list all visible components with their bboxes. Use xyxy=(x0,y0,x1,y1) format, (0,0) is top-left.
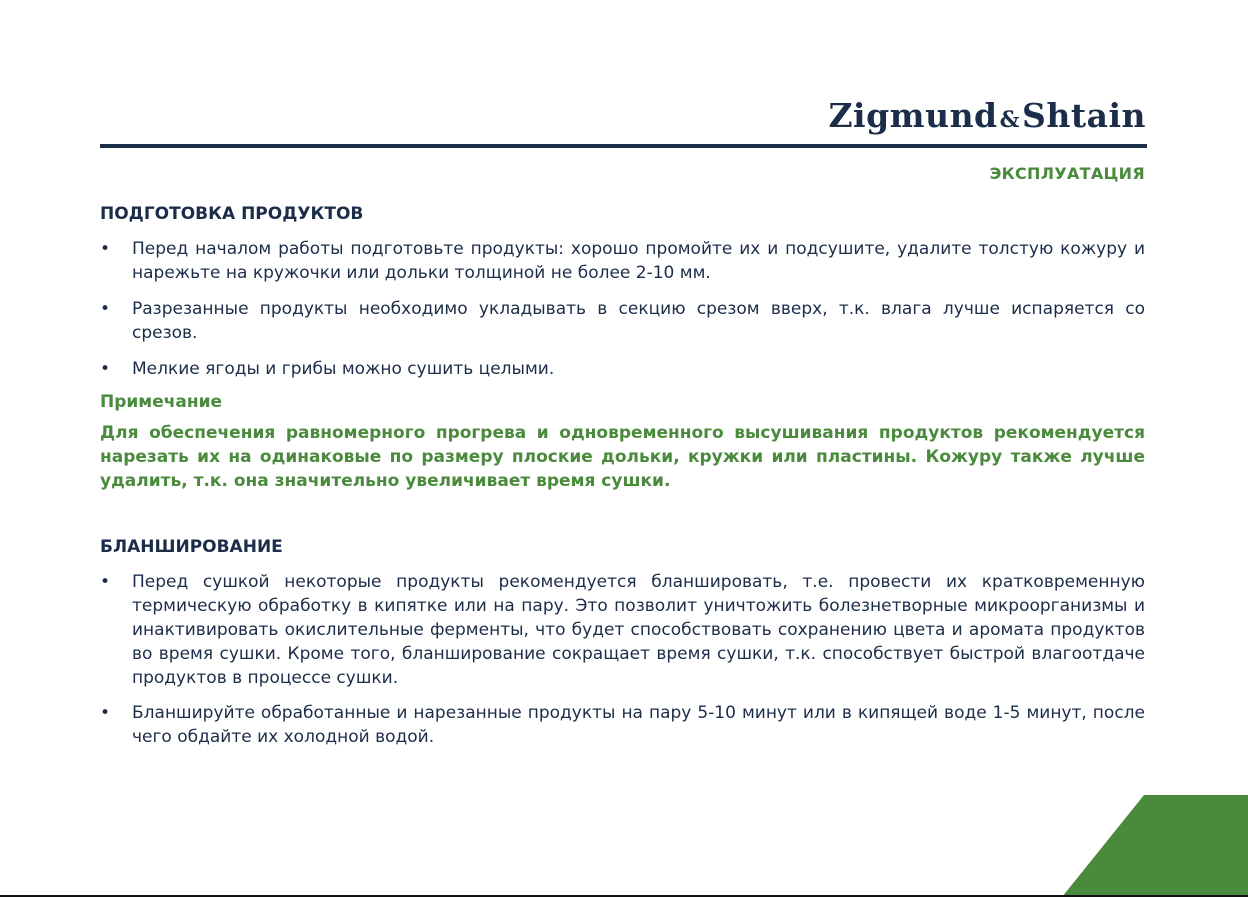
note-title: Примечание xyxy=(100,392,223,412)
brand-logo xyxy=(828,96,1146,135)
corner-triangle-decoration xyxy=(1062,795,1248,897)
note-text: Для обеспечения равномерного прогрева и одновременного высушивания продуктов рекомендуется нарезать их на одинаковые по размеру плоские дольки, кружки или пластины. Кожуру также лучше удалить, т.к. она значительно увеличивает время сушки. xyxy=(100,423,1145,491)
bullet-icon: • xyxy=(100,299,111,319)
bullet-icon: • xyxy=(100,703,111,723)
list-item xyxy=(100,357,1145,381)
bullet-icon: • xyxy=(100,359,111,379)
list-item xyxy=(100,701,1145,749)
list-item xyxy=(100,570,1145,690)
section-label: ЭКСПЛУАТАЦИЯ xyxy=(989,164,1145,183)
list-item xyxy=(100,237,1145,285)
list-item-text: Разрезанные продукты необходимо укладывать в секцию срезом вверх, т.к. влага лучше испаряется со срезов. xyxy=(132,299,1145,343)
blanch-heading: БЛАНШИРОВАНИЕ xyxy=(100,537,283,557)
page-content xyxy=(100,204,1145,749)
list-item-text: Бланшируйте обработанные и нарезанные продукты на пару 5-10 минут или в кипящей воде 1-5 минут, после чего обдайте их холодной водой. xyxy=(132,703,1145,747)
list-item xyxy=(100,297,1145,345)
bullet-icon: • xyxy=(100,572,111,592)
prep-heading: ПОДГОТОВКА ПРОДУКТОВ xyxy=(100,204,364,224)
bullet-icon: • xyxy=(100,239,111,259)
list-item-text: Перед сушкой некоторые продукты рекомендуется бланшировать, т.е. провести их кратковременную термическую обработку в кипятке или на пару. Это позволит уничтожить болезнетворные микроорганизмы и инактивировать окислительные ферменты, что будет способствовать сохранению цвета и аромата продуктов во время сушки. Кроме того, бланширование сокращает время сушки, т.к. способствует быстрой влагоотдаче продуктов в процессе сушки. xyxy=(132,572,1145,688)
logo-ampersand: & xyxy=(999,107,1021,133)
blanch-list xyxy=(100,570,1145,749)
list-item-text: Мелкие ягоды и грибы можно сушить целыми. xyxy=(132,359,555,379)
prep-list xyxy=(100,237,1145,381)
logo-text-left: Zigmund xyxy=(828,96,998,135)
logo-text-right: Shtain xyxy=(1022,96,1146,135)
header-divider xyxy=(100,144,1147,148)
list-item-text: Перед началом работы подготовьте продукты: хорошо промойте их и подсушите, удалите толстую кожуру и нарежьте на кружочки или дольки толщиной не более 2-10 мм. xyxy=(132,239,1145,283)
